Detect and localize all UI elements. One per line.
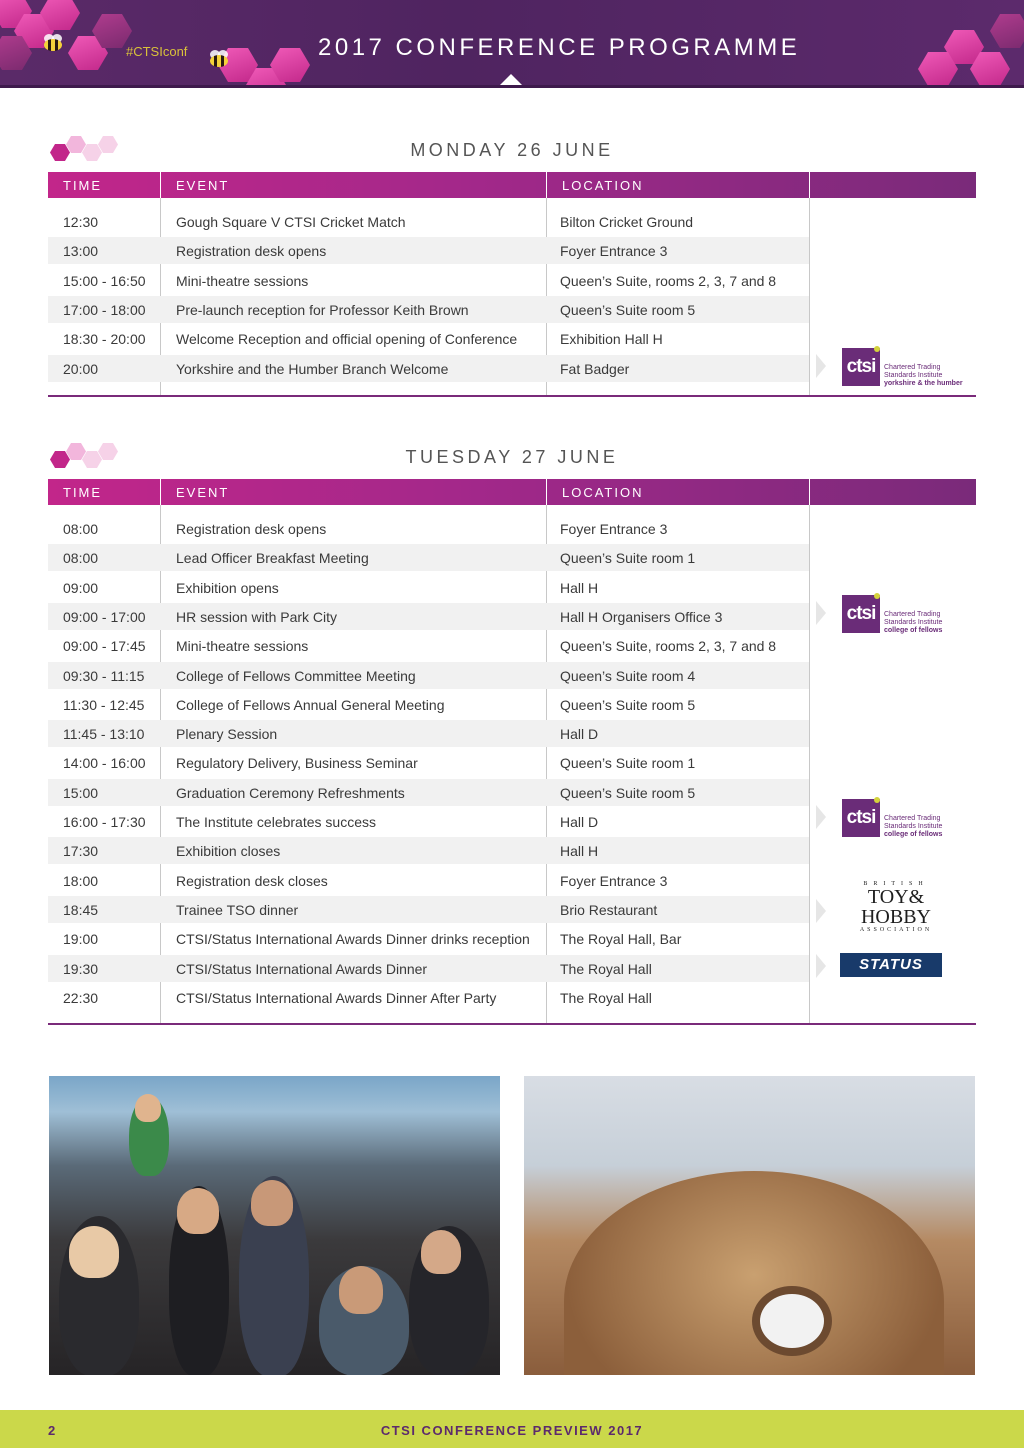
row-location: Queen’s Suite, rooms 2, 3, 7 and 8 — [560, 272, 777, 289]
row-time: 16:00 - 17:30 — [63, 814, 146, 830]
row-event: Registration desk opens — [176, 243, 327, 260]
row-location: Hall H — [560, 579, 599, 596]
royal-hall-photo — [524, 1076, 975, 1375]
ctsi-yorkshire-logo: ctsi Chartered Trading Standards Institute yorkshire & the humber — [816, 344, 976, 390]
row-event: CTSI/Status International Awards Dinner After Party — [176, 989, 497, 1006]
page-number: 2 — [48, 1423, 56, 1438]
header-notch — [497, 74, 525, 88]
row-event: Welcome Reception and official opening of Conference — [176, 331, 518, 348]
page-footer — [0, 1410, 1024, 1448]
row-time: 14:00 - 16:00 — [63, 755, 146, 772]
row-event: The Institute celebrates success — [176, 814, 376, 830]
row-event: Registration desk opens — [176, 521, 327, 537]
row-location: The Royal Hall, Bar — [560, 931, 682, 948]
row-location: Queen’s Suite room 1 — [560, 550, 696, 567]
table-row — [48, 632, 809, 659]
monday-section — [48, 140, 976, 398]
row-location: Bilton Cricket Ground — [560, 214, 694, 230]
row-time: 18:45 — [63, 901, 99, 918]
table-row — [48, 237, 809, 264]
row-event: College of Fellows Committee Meeting — [176, 667, 416, 684]
row-event: Exhibition closes — [176, 843, 281, 860]
column-header-event: EVENT — [176, 178, 230, 193]
table-row — [48, 662, 809, 689]
row-time: 08:00 — [63, 521, 99, 537]
round-window — [752, 1286, 832, 1356]
row-time: 17:00 - 18:00 — [63, 301, 146, 318]
row-time: 11:45 - 13:10 — [63, 726, 145, 743]
tuesday-section — [48, 447, 976, 1027]
row-event: Mini-theatre sessions — [176, 638, 309, 655]
row-time: 19:00 — [63, 931, 99, 948]
day-title: MONDAY 26 JUNE — [410, 140, 614, 160]
row-location: Queen’s Suite room 4 — [560, 667, 696, 684]
table-row — [48, 603, 809, 630]
row-location: The Royal Hall — [560, 989, 652, 1006]
row-time: 17:30 — [63, 843, 99, 860]
row-location: Hall H Organisers Office 3 — [560, 608, 723, 625]
row-time: 18:30 - 20:00 — [63, 331, 146, 348]
row-location: Fat Badger — [560, 360, 630, 377]
row-location: Foyer Entrance 3 — [560, 872, 668, 889]
row-location: The Royal Hall — [560, 960, 652, 977]
schedule-table — [48, 198, 976, 396]
ctsi-college-of-fellows-logo: ctsi Chartered Trading Standards Institute college of fellows — [816, 795, 976, 841]
conference-hashtag: #CTSIconf — [126, 44, 188, 59]
table-row — [48, 691, 809, 718]
row-time: 09:00 - 17:45 — [63, 638, 146, 655]
row-event: Exhibition opens — [176, 579, 279, 596]
table-row — [48, 208, 809, 235]
table-row — [48, 355, 809, 382]
table-row — [48, 720, 809, 747]
row-event: Pre-launch reception for Professor Keith Brown — [176, 301, 469, 318]
table-row — [48, 574, 809, 601]
table-header — [48, 479, 976, 505]
row-location: Queen’s Suite, rooms 2, 3, 7 and 8 — [560, 638, 777, 655]
row-location: Brio Restaurant — [560, 901, 658, 918]
row-event: Graduation Ceremony Refreshments — [176, 784, 405, 801]
bee-icon — [206, 50, 232, 70]
table-bottom-rule — [48, 1023, 976, 1025]
row-event: Regulatory Delivery, Business Seminar — [176, 755, 418, 772]
row-time: 15:00 — [63, 784, 99, 801]
row-event: Gough Square V CTSI Cricket Match — [176, 214, 406, 230]
row-time: 09:30 - 11:15 — [63, 667, 145, 684]
row-event: Lead Officer Breakfast Meeting — [176, 550, 369, 567]
row-time: 13:00 — [63, 243, 99, 260]
row-location: Exhibition Hall H — [560, 331, 663, 348]
toy-hobby-association-logo: BRITISH TOY& HOBBY ASSOCIATION — [816, 877, 976, 939]
column-header-time: TIME — [63, 485, 103, 500]
table-row — [48, 984, 809, 1011]
page-title: 2017 CONFERENCE PROGRAMME — [318, 34, 801, 61]
table-row — [48, 896, 809, 923]
hexagon-decoration — [990, 14, 1024, 48]
row-location: Foyer Entrance 3 — [560, 243, 668, 260]
row-time: 22:30 — [63, 989, 99, 1006]
table-row — [48, 837, 809, 864]
row-time: 15:00 - 16:50 — [63, 272, 146, 289]
row-time: 11:30 - 12:45 — [63, 696, 145, 713]
table-header — [48, 172, 976, 198]
table-row — [48, 955, 809, 982]
row-time: 09:00 — [63, 579, 99, 596]
bee-icon — [40, 34, 66, 54]
row-location: Foyer Entrance 3 — [560, 521, 668, 537]
table-row — [48, 749, 809, 776]
table-row — [48, 267, 809, 294]
column-header-event: EVENT — [176, 485, 230, 500]
row-event: Mini-theatre sessions — [176, 272, 309, 289]
row-event: Registration desk closes — [176, 872, 328, 889]
day-title: TUESDAY 27 JUNE — [405, 447, 619, 467]
row-event: Yorkshire and the Humber Branch Welcome — [176, 360, 449, 377]
table-bottom-rule — [48, 395, 976, 397]
row-event: College of Fellows Annual General Meeting — [176, 696, 445, 713]
row-location: Hall D — [560, 814, 599, 830]
building-facade — [564, 1171, 944, 1375]
table-row — [48, 296, 809, 323]
table-row — [48, 925, 809, 952]
footer-text: CTSI CONFERENCE PREVIEW 2017 — [380, 1423, 644, 1438]
row-event: CTSI/Status International Awards Dinner — [176, 960, 428, 977]
row-event: HR session with Park City — [176, 608, 338, 625]
ctsi-college-of-fellows-logo: ctsi Chartered Trading Standards Institute college of fellows — [816, 591, 976, 637]
row-time: 18:00 — [63, 872, 99, 889]
status-logo: STATUS — [816, 951, 976, 981]
row-location: Hall D — [560, 726, 599, 743]
row-event: CTSI/Status International Awards Dinner drinks reception — [176, 931, 530, 948]
column-header-location: LOCATION — [562, 485, 644, 500]
row-location: Queen’s Suite room 5 — [560, 696, 696, 713]
row-time: 12:30 — [63, 214, 99, 230]
row-location: Queen’s Suite room 1 — [560, 755, 696, 772]
schedule-table — [48, 505, 976, 1023]
row-location: Hall H — [560, 843, 599, 860]
row-time: 08:00 — [63, 550, 99, 567]
table-row — [48, 779, 809, 806]
page-header — [0, 0, 1024, 88]
row-event: Plenary Session — [176, 726, 278, 743]
table-row — [48, 325, 809, 352]
row-time: 20:00 — [63, 360, 99, 377]
row-time: 19:30 — [63, 960, 99, 977]
column-header-time: TIME — [63, 178, 103, 193]
row-location: Queen’s Suite room 5 — [560, 784, 696, 801]
row-location: Queen’s Suite room 5 — [560, 301, 696, 318]
row-event: Trainee TSO dinner — [176, 901, 299, 918]
table-row — [48, 544, 809, 571]
table-row — [48, 808, 809, 835]
audience-photo — [49, 1076, 500, 1375]
row-time: 09:00 - 17:00 — [63, 608, 146, 625]
column-header-location: LOCATION — [562, 178, 644, 193]
table-row — [48, 515, 809, 542]
table-row — [48, 867, 809, 894]
